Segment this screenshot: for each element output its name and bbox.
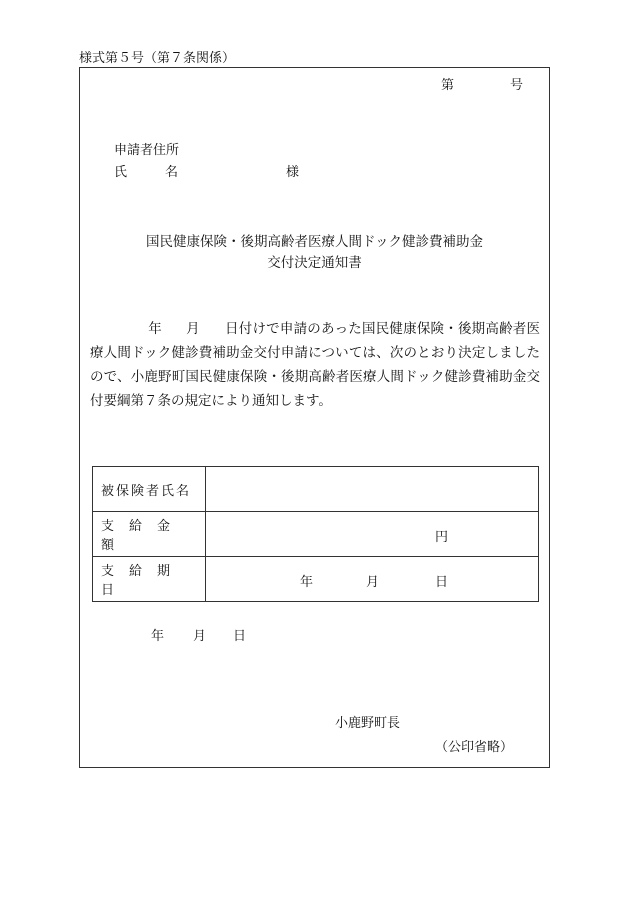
payment-date-month: 月 bbox=[366, 575, 380, 590]
seal-omitted-note: （公印省略） bbox=[435, 740, 514, 755]
document-subtitle: 交付決定通知書 bbox=[267, 255, 362, 271]
issue-date-year: 年 bbox=[151, 629, 165, 644]
issuer-name: 小鹿野町長 bbox=[335, 716, 401, 731]
applicant-address-label: 申請者住所 bbox=[114, 143, 180, 158]
payment-amount-value bbox=[206, 512, 539, 557]
body-year: 年 bbox=[148, 321, 162, 337]
payment-date-label: 支給期日 bbox=[93, 557, 206, 602]
issue-date-day: 日 bbox=[233, 629, 247, 644]
payment-date-value bbox=[206, 557, 539, 602]
yen-unit: 円 bbox=[435, 530, 449, 545]
insured-name-label: 被保険者氏名 bbox=[93, 467, 206, 512]
doc-number-suffix: 号 bbox=[510, 78, 524, 93]
table-row bbox=[93, 512, 539, 557]
body-text: 日付けで申請のあった国民健康保険・後期高齢者医療人間ドック健診費補助金交付申請については、次のとおり決定しましたので、小鹿野町国民健康保険・後期高齢者医療人間ドック健診費補助金交付要綱第７条の規定により通知します。 bbox=[90, 321, 540, 409]
notice-frame bbox=[79, 67, 550, 768]
table-row bbox=[93, 557, 539, 602]
payment-amount-label: 支給金額 bbox=[93, 512, 206, 557]
issue-date-month: 月 bbox=[193, 629, 207, 644]
doc-number-prefix: 第 bbox=[441, 78, 455, 93]
payment-date-day: 日 bbox=[435, 575, 449, 590]
subsidy-details-table bbox=[92, 466, 539, 602]
payment-date-year: 年 bbox=[300, 575, 314, 590]
body-month: 月 bbox=[185, 321, 200, 337]
form-label: 様式第５号（第７条関係） bbox=[79, 51, 236, 66]
applicant-name-label: 氏名 bbox=[114, 165, 217, 180]
insured-name-value bbox=[206, 467, 539, 512]
honorific: 様 bbox=[286, 165, 300, 180]
notice-body bbox=[90, 317, 540, 413]
document-title: 国民健康保険・後期高齢者医療人間ドック健診費補助金 bbox=[146, 234, 483, 250]
table-row bbox=[93, 467, 539, 512]
